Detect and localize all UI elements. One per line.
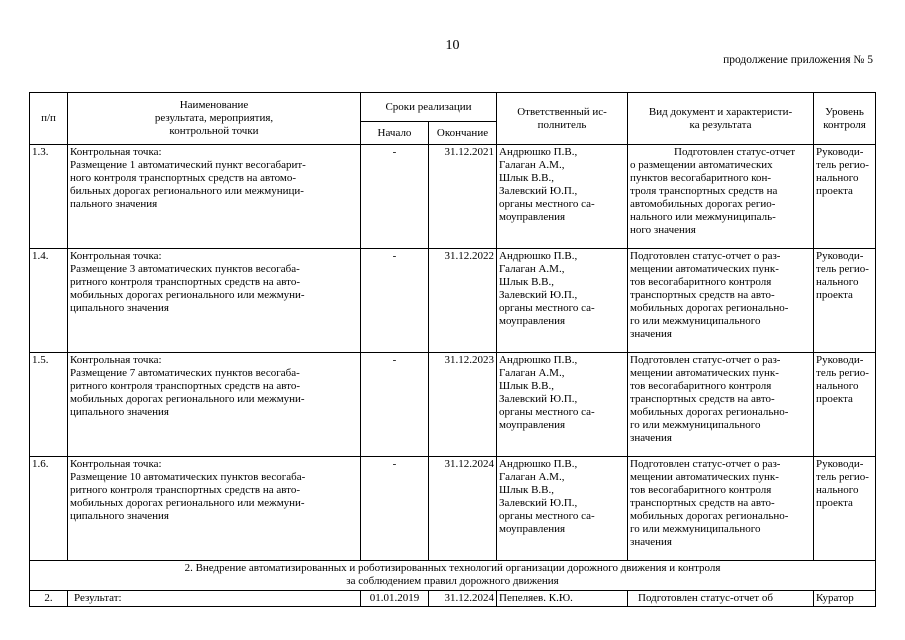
row-level: Руководи- тель регио- нального проекта xyxy=(814,457,876,561)
row-end: 31.12.2022 xyxy=(429,249,497,353)
row-level: Руководи- тель регио- нального проекта xyxy=(814,249,876,353)
row-doc: Подготовлен статус-отчет о размещении автоматических пунктов весогабаритного кон- троля транспортных средств на автомобильных дорогах регио- нального или межмуниципаль- ного значения xyxy=(628,145,814,249)
header-dates: Сроки реализации xyxy=(361,93,497,122)
header-row xyxy=(30,93,876,122)
row-level: Руководи- тель регио- нального проекта xyxy=(814,145,876,249)
row-name: Контрольная точка: Размещение 1 автоматический пункт весогабарит- ного контроля транспортных средств на автомо- бильных дорогах регионального или межмуници- пального значения xyxy=(68,145,361,249)
row-doc: Подготовлен статус-отчет о раз- мещении автоматических пунк- тов весогабаритного контроля транспортных средств на авто- мобильных дорогах регионально- го или межмуниципального значения xyxy=(628,457,814,561)
row-name: Результат: xyxy=(68,591,361,607)
row-doc: Подготовлен статус-отчет о раз- мещении автоматических пунк- тов весогабаритного контроля транспортных средств на авто- мобильных дорогах регионально- го или межмуниципального значения xyxy=(628,353,814,457)
table-row xyxy=(30,457,876,561)
table-row xyxy=(30,145,876,249)
row-doc: Подготовлен статус-отчет об xyxy=(628,591,814,607)
implementation-table xyxy=(29,92,876,607)
header-start: Начало xyxy=(361,122,429,145)
row-doc: Подготовлен статус-отчет о раз- мещении автоматических пунк- тов весогабаритного контроля транспортных средств на авто- мобильных дорогах регионально- го или межмуниципального значения xyxy=(628,249,814,353)
row-num: 1.4. xyxy=(30,249,68,353)
header-end: Окончание xyxy=(429,122,497,145)
row-start: - xyxy=(361,457,429,561)
row-end: 31.12.2024 xyxy=(429,591,497,607)
row-num: 1.5. xyxy=(30,353,68,457)
table-row xyxy=(30,353,876,457)
header-level: Уровень контроля xyxy=(814,93,876,145)
row-start: 01.01.2019 xyxy=(361,591,429,607)
row-responsible: Андрюшко П.В., Галаган А.М., Шлык В.В., Залевский Ю.П., органы местного са- моуправления xyxy=(497,457,628,561)
row-level: Куратор xyxy=(814,591,876,607)
row-name: Контрольная точка: Размещение 3 автоматических пунктов весогаба- ритного контроля транспортных средств на авто- мобильных дорогах регионального или межмуни- ципального значения xyxy=(68,249,361,353)
row-name: Контрольная точка: Размещение 7 автоматических пунктов весогаба- ритного контроля транспортных средств на авто- мобильных дорогах регионального или межмуни- ципального значения xyxy=(68,353,361,457)
row-num: 1.3. xyxy=(30,145,68,249)
table-row xyxy=(30,249,876,353)
row-name: Контрольная точка: Размещение 10 автоматических пунктов весогаба- ритного контроля транспортных средств на авто- мобильных дорогах регионального или межмуни- ципального значения xyxy=(68,457,361,561)
section-title: 2. Внедрение автоматизированных и роботизированных технологий организации дорожного движения и контроля за соблюдением правил дорожного движения xyxy=(30,561,876,591)
row-responsible: Андрюшко П.В., Галаган А.М., Шлык В.В., Залевский Ю.П., органы местного са- моуправления xyxy=(497,249,628,353)
continuation-note: продолжение приложения № 5 xyxy=(723,54,873,66)
row-end: 31.12.2021 xyxy=(429,145,497,249)
row-responsible: Андрюшко П.В., Галаган А.М., Шлык В.В., Залевский Ю.П., органы местного са- моуправления xyxy=(497,353,628,457)
row-level: Руководи- тель регио- нального проекта xyxy=(814,353,876,457)
header-doc: Вид документ и характеристи- ка результата xyxy=(628,93,814,145)
page-number: 10 xyxy=(445,38,460,53)
row-responsible: Пепеляев. К.Ю. xyxy=(497,591,628,607)
row-start: - xyxy=(361,353,429,457)
row-start: - xyxy=(361,145,429,249)
row-end: 31.12.2024 xyxy=(429,457,497,561)
row-num: 2. xyxy=(30,591,68,607)
table-row xyxy=(30,591,876,607)
header-num: п/п xyxy=(30,93,68,145)
row-start: - xyxy=(361,249,429,353)
header-name: Наименование результата, мероприятия, контрольной точки xyxy=(68,93,361,145)
header-responsible: Ответственный ис- полнитель xyxy=(497,93,628,145)
row-end: 31.12.2023 xyxy=(429,353,497,457)
row-num: 1.6. xyxy=(30,457,68,561)
row-responsible: Андрюшко П.В., Галаган А.М., Шлык В.В., Залевский Ю.П., органы местного са- моуправления xyxy=(497,145,628,249)
section-row xyxy=(30,561,876,591)
